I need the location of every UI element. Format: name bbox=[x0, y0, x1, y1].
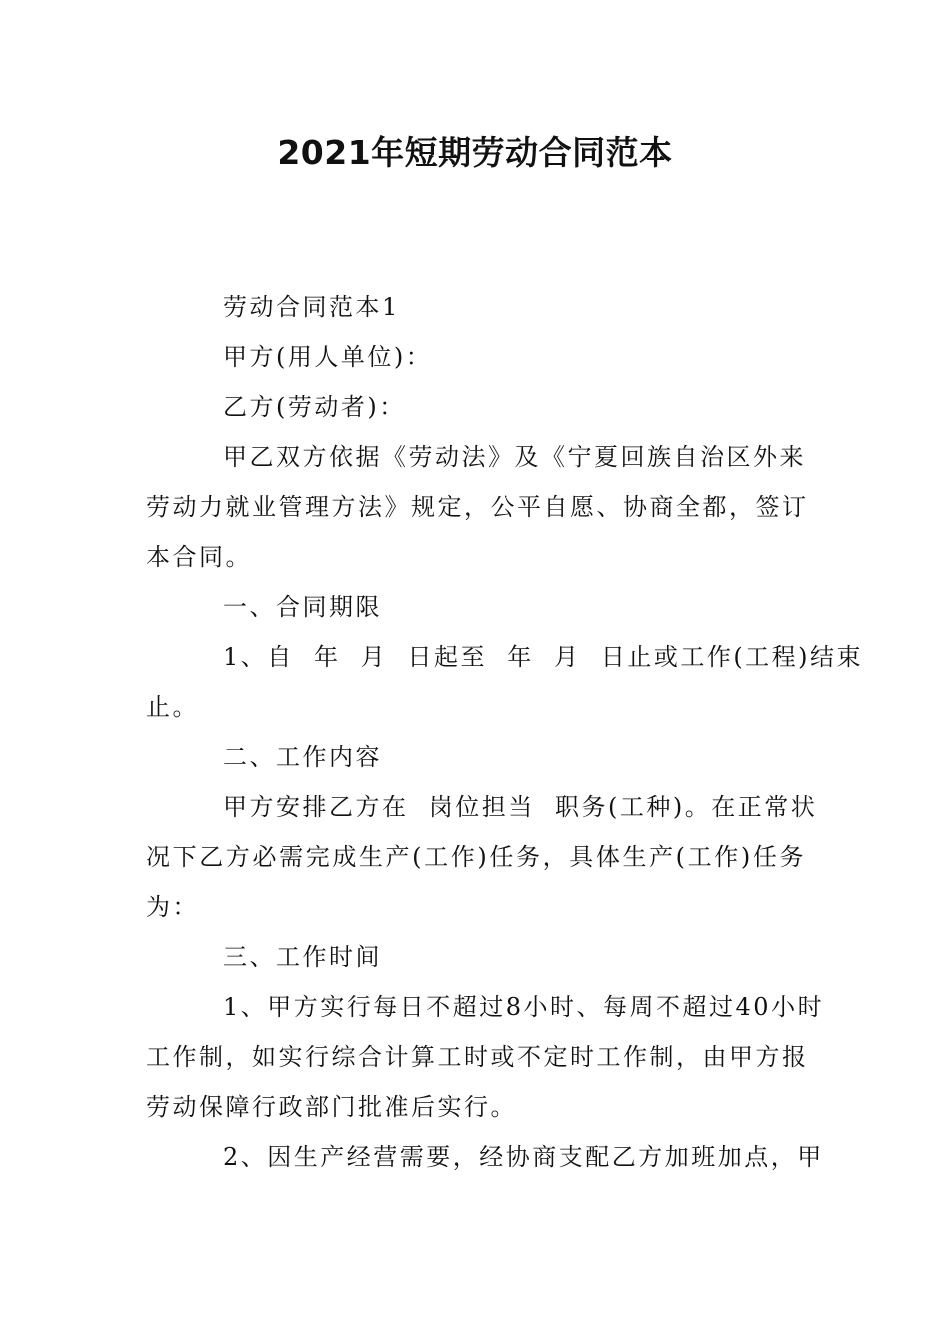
section-heading: 二、工作内容 bbox=[223, 743, 382, 771]
paragraph-line: 甲方安排乙方在 岗位担当 职务(工种)。在正常状 bbox=[223, 793, 818, 821]
paragraph-line: 为： bbox=[146, 893, 199, 921]
paragraph-line: 2、因生产经营需要，经协商支配乙方加班加点，甲 bbox=[223, 1143, 824, 1171]
paragraph-line: 工作制，如实行综合计算工时或不定时工作制，由甲方报 bbox=[146, 1043, 809, 1071]
section-heading: 一、合同期限 bbox=[223, 593, 382, 621]
section-heading: 三、工作时间 bbox=[223, 943, 382, 971]
paragraph-line: 劳动保障行政部门批准后实行。 bbox=[146, 1093, 517, 1121]
paragraph-line: 1、自 年 月 日起至 年 月 日止或工作(工程)结束 bbox=[223, 643, 864, 671]
party-b-line: 乙方(劳动者)： bbox=[223, 393, 406, 421]
section-heading: 劳动合同范本1 bbox=[223, 293, 400, 321]
paragraph-line: 止。 bbox=[146, 693, 199, 721]
paragraph-line: 况下乙方必需完成生产(工作)任务，具体生产(工作)任务 bbox=[146, 843, 806, 871]
paragraph-line: 本合同。 bbox=[146, 543, 252, 571]
paragraph-line: 劳动力就业管理方法》规定，公平自愿、协商全都，签订 bbox=[146, 493, 809, 521]
paragraph-line: 甲乙双方依据《劳动法》及《宁夏回族自治区外来 bbox=[223, 443, 806, 471]
paragraph-line: 1、甲方实行每日不超过8小时、每周不超过40小时 bbox=[223, 993, 825, 1021]
party-a-line: 甲方(用人单位)： bbox=[223, 343, 433, 371]
document-body bbox=[146, 282, 864, 1182]
document-title: 2021年短期劳动合同范本 bbox=[277, 133, 673, 172]
